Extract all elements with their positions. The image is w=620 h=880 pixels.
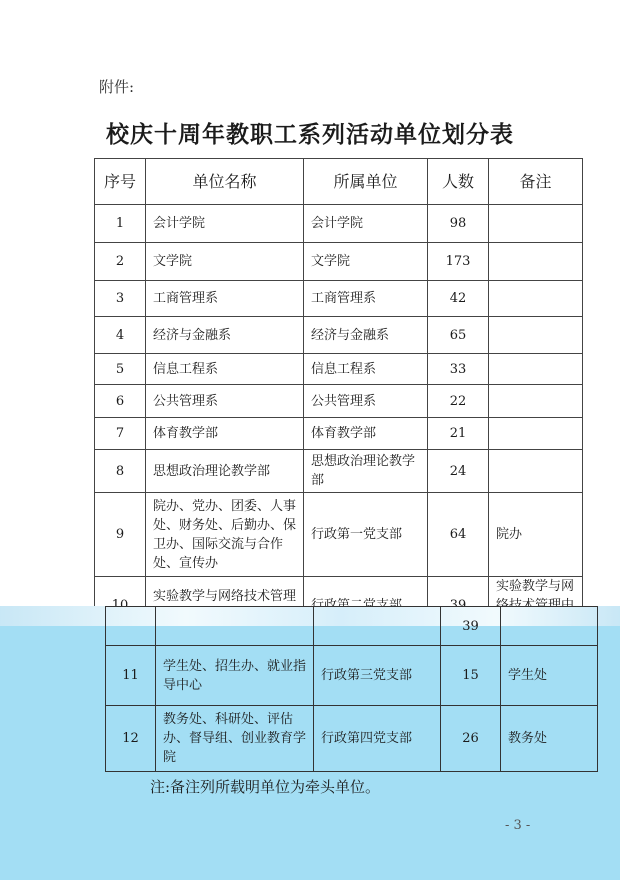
row-parent: [314, 607, 441, 646]
table-row: [95, 418, 583, 450]
header-unit: 单位名称: [146, 159, 304, 205]
row-parent: 体育教学部: [304, 418, 428, 450]
row-note: 教务处: [501, 706, 598, 772]
row-note: [489, 205, 583, 243]
table-row: [106, 646, 598, 706]
row-unit: 会计学院: [146, 205, 304, 243]
row-note: [489, 418, 583, 450]
table-row: [95, 243, 583, 281]
table-row: [95, 281, 583, 317]
row-count: 21: [428, 418, 489, 450]
row-no: 6: [95, 385, 146, 418]
header-parent: 所属单位: [304, 159, 428, 205]
row-parent: 行政第四党支部: [314, 706, 441, 772]
row-count: 42: [428, 281, 489, 317]
row-count: 26: [441, 706, 501, 772]
row-unit: 学生处、招生办、就业指导中心: [156, 646, 314, 706]
row-unit: 工商管理系: [146, 281, 304, 317]
row-note: 实验教学与网: [489, 577, 583, 635]
row-count: 15: [441, 646, 501, 706]
row-note: 学生处: [501, 646, 598, 706]
row-unit: 信息工程系: [146, 354, 304, 385]
table-row: [106, 607, 598, 646]
row-unit: [156, 607, 314, 646]
unit-table-continued: [105, 606, 598, 772]
row-note: [489, 385, 583, 418]
row-count: 39: [441, 607, 501, 646]
page-title: 校庆十周年教职工系列活动单位划分表: [106, 121, 514, 148]
row-no: 8: [95, 450, 146, 493]
row-no: 9: [95, 493, 146, 577]
header-no: 序号: [95, 159, 146, 205]
row-note: [489, 243, 583, 281]
row-unit: 体育教学部: [146, 418, 304, 450]
page-number: - 3 -: [505, 818, 531, 833]
row-count: 33: [428, 354, 489, 385]
row-unit: 经济与金融系: [146, 317, 304, 354]
attachment-label: 附件:: [99, 78, 135, 96]
table-header-row: [95, 159, 583, 205]
row-count: 98: [428, 205, 489, 243]
row-unit: 实验教学与网络技术管理: [146, 577, 304, 635]
footnote: 注:备注列所载明单位为牵头单位。: [150, 778, 381, 796]
row-note: [489, 354, 583, 385]
row-note: [489, 317, 583, 354]
row-unit: 文学院: [146, 243, 304, 281]
row-no: 5: [95, 354, 146, 385]
table-row: [95, 205, 583, 243]
row-unit: 思想政治理论教学部: [146, 450, 304, 493]
header-note: 备注: [489, 159, 583, 205]
row-no: 2: [95, 243, 146, 281]
row-note: 院办: [489, 493, 583, 577]
row-parent: 工商管理系: [304, 281, 428, 317]
row-unit: 教务处、科研处、评估办、督导组、创业教育学院: [156, 706, 314, 772]
row-count: 64: [428, 493, 489, 577]
header-count: 人数: [428, 159, 489, 205]
row-unit: 公共管理系: [146, 385, 304, 418]
row-parent: 思想政治理论教学部: [304, 450, 428, 493]
row-no: 12: [106, 706, 156, 772]
row-note: [501, 607, 598, 646]
unit-table: [94, 158, 583, 635]
row-parent: 文学院: [304, 243, 428, 281]
table-row: [95, 385, 583, 418]
row-no: 7: [95, 418, 146, 450]
row-parent: 行政第一党支部: [304, 493, 428, 577]
row-parent: 公共管理系: [304, 385, 428, 418]
row-parent: 信息工程系: [304, 354, 428, 385]
row-count: 65: [428, 317, 489, 354]
row-note: [489, 450, 583, 493]
row-note: [489, 281, 583, 317]
table-row: [95, 354, 583, 385]
row-count: 22: [428, 385, 489, 418]
table-row: [95, 450, 583, 493]
table-row: [95, 317, 583, 354]
row-parent: 行政第三党支部: [314, 646, 441, 706]
row-parent: 经济与金融系: [304, 317, 428, 354]
row-no: 11: [106, 646, 156, 706]
row-unit: 院办、党办、团委、人事处、财务处、后勤办、保卫办、国际交流与合作处、宣传办: [146, 493, 304, 577]
table-row: [95, 493, 583, 577]
row-no: 3: [95, 281, 146, 317]
row-parent: 会计学院: [304, 205, 428, 243]
row-no: 1: [95, 205, 146, 243]
row-no: [106, 607, 156, 646]
row-count: 24: [428, 450, 489, 493]
table-row: [106, 706, 598, 772]
row-no: 4: [95, 317, 146, 354]
row-count: 173: [428, 243, 489, 281]
